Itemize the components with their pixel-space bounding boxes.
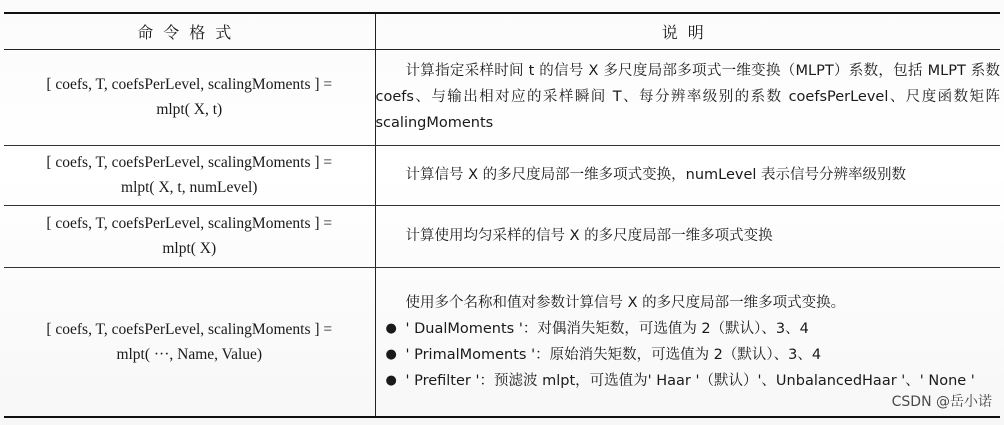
table-row (4, 267, 1000, 417)
description-cell (375, 205, 1000, 267)
command-signature: [ coefs, T, coefsPerLevel, scalingMoments ] = (46, 154, 333, 171)
command-call: mlpt( ···, Name, Value) (116, 345, 263, 363)
command-signature: [ coefs, T, coefsPerLevel, scalingMoments ] = (46, 215, 333, 232)
description-cell (375, 145, 1000, 205)
option-text: ' Prefilter '：预滤波 mlpt，可选值为' Haar '（默认）'、UnbalancedHaar '、' None ' (405, 372, 975, 389)
description-text: 计算使用均匀采样的信号 X 的多尺度局部一维多项式变换 (405, 228, 773, 244)
command-format-cell (4, 145, 375, 205)
command-call: mlpt( X, t, numLevel) (121, 179, 258, 196)
option-list (376, 316, 1001, 394)
command-call: mlpt( X, t) (156, 101, 223, 118)
description-text: 计算信号 X 的多尺度局部一维多项式变换，numLevel 表示信号分辨率级别数 (405, 167, 907, 183)
table-header-row (4, 13, 1000, 49)
command-table (4, 12, 1000, 418)
bullet-icon: ● (385, 372, 397, 388)
command-format-cell (4, 267, 375, 417)
command-format-cell (4, 49, 375, 145)
list-item (376, 342, 1001, 368)
command-signature: [ coefs, T, coefsPerLevel, scalingMoments ] = (46, 76, 333, 93)
watermark: CSDN @岳小诺 (891, 394, 992, 410)
command-format-cell (4, 205, 375, 267)
description-intro: 使用多个名称和值对参数计算信号 X 的多尺度局部一维多项式变换。 (405, 294, 846, 311)
option-text: ' DualMoments '：对偶消失矩数，可选值为 2（默认）、3、4 (405, 320, 809, 337)
header-description: 说明 (375, 13, 1000, 49)
header-command-format: 命令格式 (4, 13, 375, 49)
table-row (4, 205, 1000, 267)
description-text: 计算指定采样时间 t 的信号 X 多尺度局部多项式一维变换（MLPT）系数，包括 MLPT 系数 coefs、与输出相对应的采样瞬间 T、每分辨率级别的系数 coefsPerLevel、尺度函数矩阵 scalingMoments (375, 63, 1000, 131)
bullet-icon: ● (385, 320, 397, 336)
option-text: ' PrimalMoments '：原始消失矩数，可选值为 2（默认）、3、4 (405, 346, 822, 363)
list-item (376, 368, 1001, 394)
command-signature: [ coefs, T, coefsPerLevel, scalingMoments ] = (46, 320, 333, 338)
table-row (4, 49, 1000, 145)
table-row (4, 145, 1000, 205)
list-item (376, 316, 1001, 342)
description-cell (375, 49, 1000, 145)
command-call: mlpt( X) (162, 240, 217, 257)
bullet-icon: ● (385, 346, 397, 362)
